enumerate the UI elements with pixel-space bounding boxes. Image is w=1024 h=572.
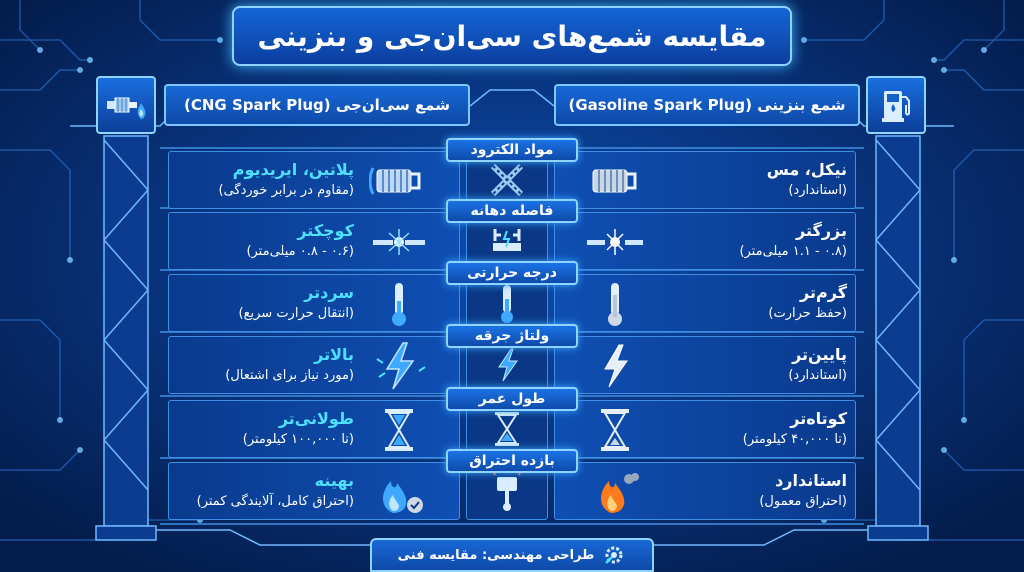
category-label: بازده احتراق bbox=[469, 453, 555, 469]
gasoline-value: بزرگتر bbox=[796, 221, 847, 240]
cng-note: (مورد نیاز برای اشتعال) bbox=[225, 368, 354, 383]
category-label: ولتاژ جرقه bbox=[474, 328, 550, 344]
lightning-bolt-icon bbox=[585, 341, 645, 391]
category-label: فاصله دهانه bbox=[470, 203, 554, 219]
hourglass-icon bbox=[489, 409, 525, 449]
cng-cell bbox=[168, 212, 460, 270]
gasoline-value: گرم‌تر bbox=[800, 283, 847, 302]
gasoline-column-header bbox=[554, 84, 860, 126]
gasoline-note: (۰.۸ - ۱.۱ میلی‌متر) bbox=[739, 244, 847, 259]
electrode-coil-icon bbox=[487, 160, 527, 200]
gasoline-header-icon-box bbox=[866, 76, 926, 134]
gasoline-cell bbox=[554, 212, 856, 270]
category-combustion-efficiency bbox=[446, 449, 578, 473]
page-title: مقایسه شمع‌های سی‌ان‌جی و بنزینی bbox=[257, 19, 767, 53]
category-label: طول عمر bbox=[478, 391, 546, 407]
electrode-coil-icon bbox=[369, 156, 429, 206]
category-electrode-material bbox=[446, 138, 578, 162]
gasoline-cell bbox=[554, 336, 856, 394]
cng-cell bbox=[168, 151, 460, 209]
cng-value: بالاتر bbox=[314, 345, 354, 364]
blue-flame-check-icon bbox=[369, 467, 429, 517]
piston-icon bbox=[487, 469, 527, 513]
spark-gap-icon bbox=[369, 217, 429, 267]
cng-cell bbox=[168, 400, 460, 458]
cng-value: کوچکتر bbox=[297, 221, 354, 240]
cng-note: (تا ۱۰۰,۰۰۰ کیلومتر) bbox=[242, 432, 354, 447]
gasoline-value: استاندارد bbox=[775, 471, 847, 490]
cng-value: بهینه bbox=[314, 471, 354, 490]
title-banner bbox=[232, 6, 792, 66]
spark-plug-flame-icon bbox=[103, 85, 149, 125]
gasoline-value: پایین‌تر bbox=[792, 345, 847, 364]
footer-banner bbox=[370, 538, 654, 572]
hourglass-icon bbox=[585, 405, 645, 455]
cng-note: (انتقال حرارت سریع) bbox=[238, 306, 354, 321]
gasoline-value: کوتاه‌تر bbox=[790, 409, 847, 428]
lightning-bolt-icon bbox=[487, 345, 527, 385]
cng-value: پلاتین، ایریدیوم bbox=[232, 160, 354, 179]
category-spark-voltage bbox=[446, 324, 578, 348]
gasoline-note: (احتراق معمول) bbox=[759, 494, 847, 509]
gear-wrench-icon bbox=[602, 543, 626, 567]
orange-flame-icon bbox=[585, 467, 645, 517]
category-heat-range bbox=[446, 261, 578, 285]
cng-column-header bbox=[164, 84, 470, 126]
gasoline-cell bbox=[554, 462, 856, 520]
category-lifespan bbox=[446, 387, 578, 411]
thermometer-icon bbox=[585, 279, 645, 329]
cng-note: (مقاوم در برابر خوردگی) bbox=[218, 183, 354, 198]
cng-note: (احتراق کامل، آلایندگی کمتر) bbox=[196, 494, 354, 509]
gasoline-note: (حفظ حرارت) bbox=[768, 306, 847, 321]
thermometer-icon bbox=[369, 279, 429, 329]
gasoline-note: (استاندارد) bbox=[788, 368, 847, 383]
gasoline-header-label: شمع بنزینی (Gasoline Spark Plug) bbox=[568, 96, 846, 114]
hourglass-icon bbox=[369, 405, 429, 455]
cng-value: سردتر bbox=[304, 283, 354, 302]
cng-cell bbox=[168, 462, 460, 520]
cng-note: (۰.۶ - ۰.۸ میلی‌متر) bbox=[246, 244, 354, 259]
electrode-coil-icon bbox=[585, 156, 645, 206]
fuel-pump-icon bbox=[876, 85, 916, 125]
spark-gap-icon bbox=[487, 221, 527, 261]
category-label: درجه حرارتی bbox=[467, 265, 557, 281]
lightning-bolt-icon bbox=[369, 341, 429, 391]
cng-header-label: شمع سی‌ان‌جی (CNG Spark Plug) bbox=[184, 96, 450, 114]
category-label: مواد الکترود bbox=[470, 142, 554, 158]
thermometer-icon bbox=[487, 281, 527, 325]
cng-cell bbox=[168, 336, 460, 394]
footer-label: طراحی مهندسی: مقایسه فنی bbox=[397, 547, 595, 563]
category-spark-gap bbox=[446, 199, 578, 223]
gasoline-cell bbox=[554, 274, 856, 332]
cng-cell bbox=[168, 274, 460, 332]
gasoline-note: (تا ۴۰,۰۰۰ کیلومتر) bbox=[742, 432, 847, 447]
cng-header-icon-box bbox=[96, 76, 156, 134]
cng-value: طولانی‌تر bbox=[278, 409, 354, 428]
spark-gap-icon bbox=[585, 217, 645, 267]
gasoline-cell bbox=[554, 151, 856, 209]
gasoline-cell bbox=[554, 400, 856, 458]
gasoline-note: (استاندارد) bbox=[788, 183, 847, 198]
gasoline-value: نیکل، مس bbox=[766, 160, 847, 179]
